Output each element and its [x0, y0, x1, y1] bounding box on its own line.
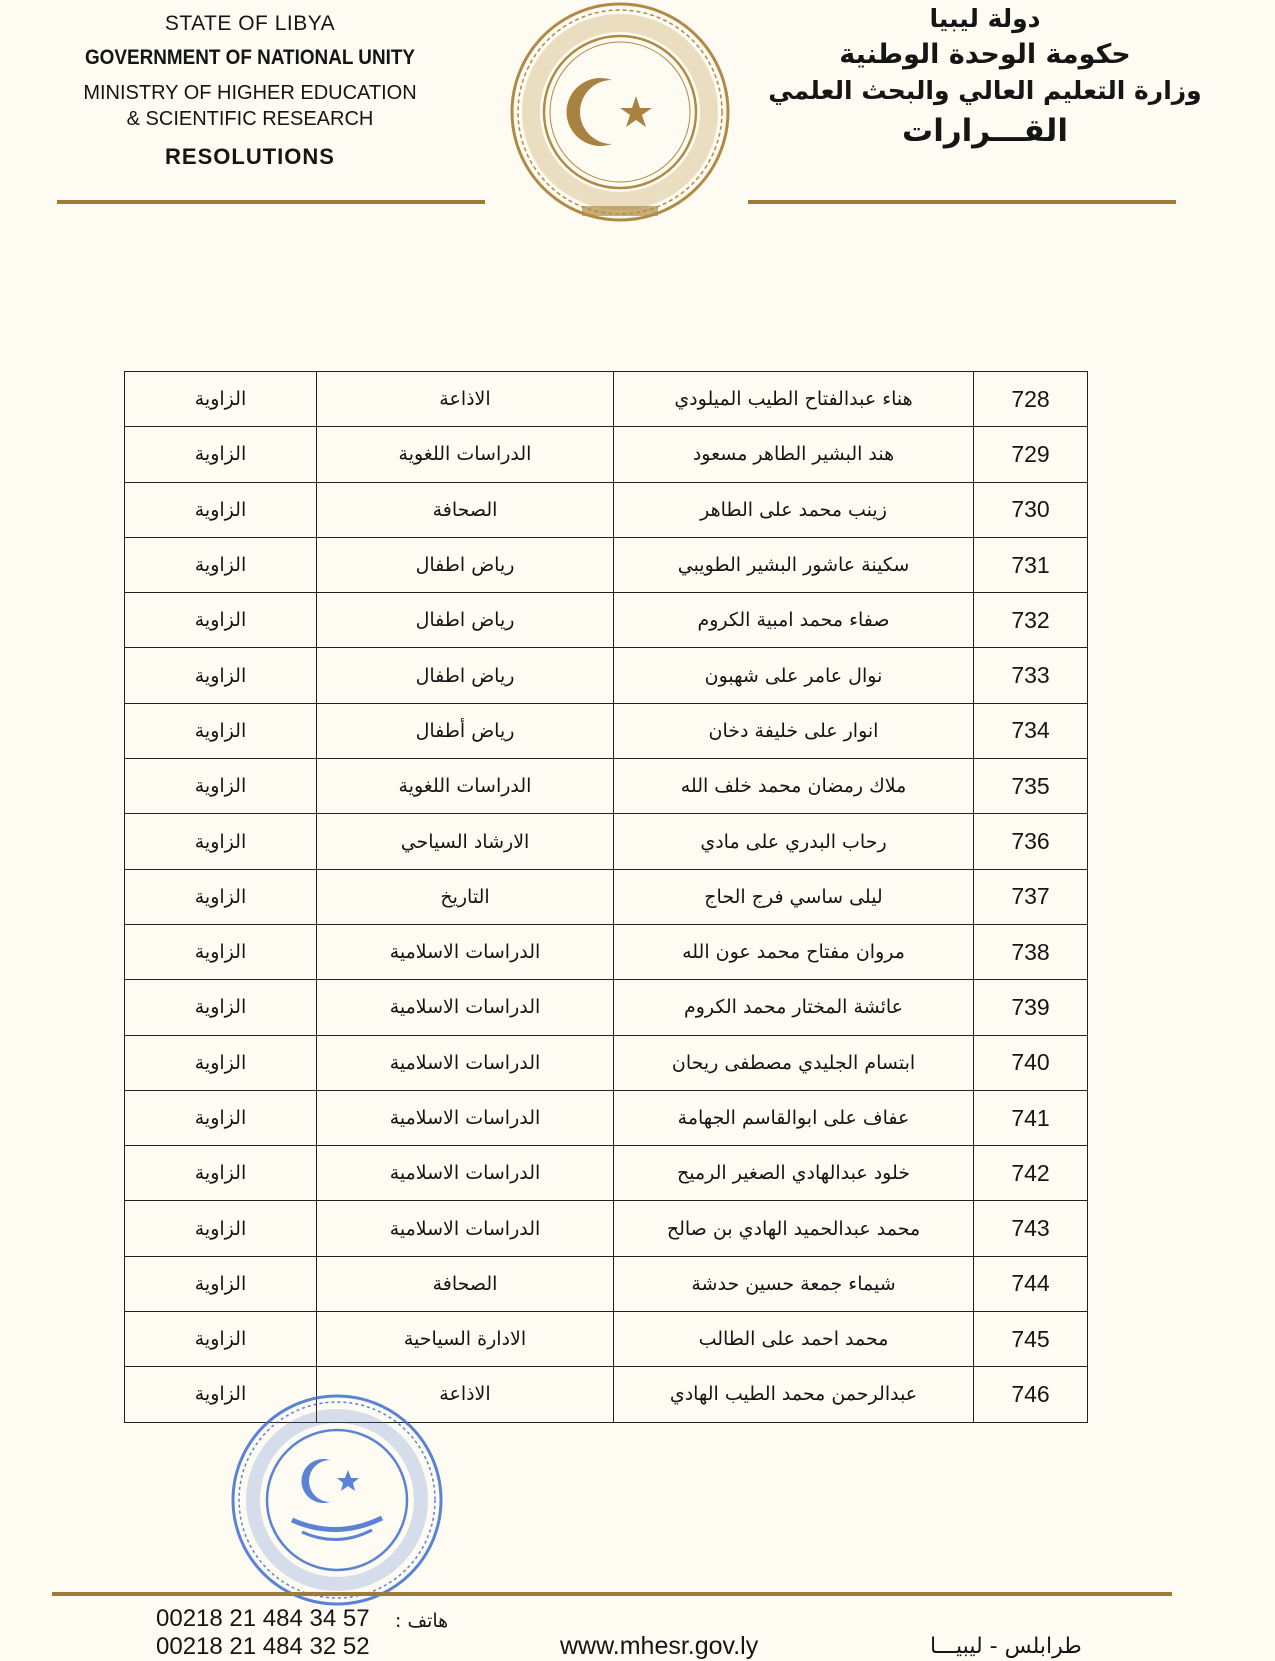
- table-row: [125, 703, 1088, 758]
- city-cell: الزاوية: [125, 869, 317, 924]
- number-cell: 729: [974, 427, 1088, 482]
- footer-phone-2: 00218 21 484 32 52: [156, 1633, 370, 1660]
- name-cell: رحاب البدري على مادي: [614, 814, 974, 869]
- table-row: [125, 1090, 1088, 1145]
- header-english: [40, 10, 460, 170]
- name-cell: عائشة المختار محمد الكروم: [614, 980, 974, 1035]
- table-row: [125, 372, 1088, 427]
- city-cell: الزاوية: [125, 814, 317, 869]
- city-cell: الزاوية: [125, 1367, 317, 1422]
- department-cell: الدراسات الاسلامية: [317, 1035, 614, 1090]
- table-row: [125, 869, 1088, 924]
- department-cell: الدراسات الاسلامية: [317, 1146, 614, 1201]
- department-cell: الدراسات الاسلامية: [317, 1090, 614, 1145]
- number-cell: 730: [974, 482, 1088, 537]
- department-cell: التاريخ: [317, 869, 614, 924]
- table-row: [125, 537, 1088, 592]
- city-cell: الزاوية: [125, 1090, 317, 1145]
- number-cell: 746: [974, 1367, 1088, 1422]
- ministry-emblem-icon: [490, 0, 750, 230]
- department-cell: الادارة السياحية: [317, 1312, 614, 1367]
- department-cell: الصحافة: [317, 482, 614, 537]
- official-stamp-icon: [222, 1390, 452, 1610]
- department-ar: القـــرارات: [902, 113, 1068, 149]
- name-cell: هند البشير الطاهر مسعود: [614, 427, 974, 482]
- name-cell: مروان مفتاح محمد عون الله: [614, 924, 974, 979]
- state-name-ar: دولة ليبيا: [929, 4, 1041, 33]
- department-cell: الدراسات الاسلامية: [317, 1201, 614, 1256]
- table-row: [125, 924, 1088, 979]
- department-cell: الدراسات اللغوية: [317, 427, 614, 482]
- table-row: [125, 1256, 1088, 1311]
- header-rule-right: [748, 200, 1176, 204]
- table-row: [125, 648, 1088, 703]
- number-cell: 742: [974, 1146, 1088, 1201]
- government-name-ar: حكومة الوحدة الوطنية: [839, 39, 1131, 70]
- footer-website[interactable]: www.mhesr.gov.ly: [560, 1632, 759, 1660]
- table-row: [125, 593, 1088, 648]
- footer-rule: [52, 1592, 1172, 1596]
- number-cell: 736: [974, 814, 1088, 869]
- name-cell: ملاك رمضان محمد خلف الله: [614, 759, 974, 814]
- name-cell: انوار على خليفة دخان: [614, 703, 974, 758]
- city-cell: الزاوية: [125, 593, 317, 648]
- number-cell: 745: [974, 1312, 1088, 1367]
- footer-city: طرابلس - ليبيـــا: [930, 1634, 1082, 1659]
- ministry-line1-en: MINISTRY OF HIGHER EDUCATION: [83, 82, 417, 104]
- city-cell: الزاوية: [125, 703, 317, 758]
- footer-phones: [156, 1605, 370, 1661]
- city-cell: الزاوية: [125, 1201, 317, 1256]
- number-cell: 743: [974, 1201, 1088, 1256]
- city-cell: الزاوية: [125, 1146, 317, 1201]
- number-cell: 741: [974, 1090, 1088, 1145]
- number-cell: 738: [974, 924, 1088, 979]
- department-cell: الدراسات الاسلامية: [317, 980, 614, 1035]
- name-cell: عبدالرحمن محمد الطيب الهادي: [614, 1367, 974, 1422]
- name-cell: نوال عامر على شهبون: [614, 648, 974, 703]
- number-cell: 733: [974, 648, 1088, 703]
- department-cell: رياض أطفال: [317, 703, 614, 758]
- department-cell: الارشاد السياحي: [317, 814, 614, 869]
- results-table: [124, 371, 1087, 1423]
- number-cell: 731: [974, 537, 1088, 592]
- government-name-en: GOVERNMENT OF NATIONAL UNITY: [84, 46, 416, 69]
- table-row: [125, 814, 1088, 869]
- table-row: [125, 1312, 1088, 1367]
- city-cell: الزاوية: [125, 482, 317, 537]
- department-cell: رياض اطفال: [317, 648, 614, 703]
- number-cell: 728: [974, 372, 1088, 427]
- name-cell: زينب محمد على الطاهر: [614, 482, 974, 537]
- header-arabic: [760, 4, 1210, 149]
- name-cell: ليلى ساسي فرج الحاج: [614, 869, 974, 924]
- ministry-line2-en: & SCIENTIFIC RESEARCH: [126, 108, 374, 130]
- table-row: [125, 427, 1088, 482]
- footer-phone-1: 00218 21 484 34 57: [156, 1605, 370, 1632]
- table-row: [125, 1201, 1088, 1256]
- city-cell: الزاوية: [125, 924, 317, 979]
- department-cell: رياض اطفال: [317, 593, 614, 648]
- city-cell: الزاوية: [125, 1035, 317, 1090]
- city-cell: الزاوية: [125, 537, 317, 592]
- number-cell: 737: [974, 869, 1088, 924]
- name-cell: سكينة عاشور البشير الطويبي: [614, 537, 974, 592]
- footer-phone-label: هاتف :: [395, 1610, 449, 1632]
- department-cell: الاذاعة: [317, 372, 614, 427]
- city-cell: الزاوية: [125, 427, 317, 482]
- department-cell: الاذاعة: [317, 1367, 614, 1422]
- name-cell: هناء عبدالفتاح الطيب الميلودي: [614, 372, 974, 427]
- name-cell: خلود عبدالهادي الصغير الرميح: [614, 1146, 974, 1201]
- number-cell: 740: [974, 1035, 1088, 1090]
- number-cell: 732: [974, 593, 1088, 648]
- city-cell: الزاوية: [125, 1256, 317, 1311]
- table-row: [125, 1146, 1088, 1201]
- ministry-ar: وزارة التعليم العالي والبحث العلمي: [768, 76, 1202, 105]
- name-cell: محمد احمد على الطالب: [614, 1312, 974, 1367]
- table-row: [125, 482, 1088, 537]
- number-cell: 735: [974, 759, 1088, 814]
- name-cell: شيماء جمعة حسين حدشة: [614, 1256, 974, 1311]
- table-row: [125, 1035, 1088, 1090]
- table-row: [125, 980, 1088, 1035]
- name-cell: محمد عبدالحميد الهادي بن صالح: [614, 1201, 974, 1256]
- number-cell: 734: [974, 703, 1088, 758]
- name-cell: صفاء محمد امبية الكروم: [614, 593, 974, 648]
- city-cell: الزاوية: [125, 1312, 317, 1367]
- department-cell: الدراسات اللغوية: [317, 759, 614, 814]
- department-cell: رياض اطفال: [317, 537, 614, 592]
- table-row: [125, 759, 1088, 814]
- city-cell: الزاوية: [125, 648, 317, 703]
- department-cell: الصحافة: [317, 1256, 614, 1311]
- city-cell: الزاوية: [125, 372, 317, 427]
- state-name-en: STATE OF LIBYA: [164, 12, 336, 35]
- name-cell: عفاف على ابوالقاسم الجهامة: [614, 1090, 974, 1145]
- department-en: RESOLUTIONS: [165, 144, 335, 169]
- number-cell: 739: [974, 980, 1088, 1035]
- department-cell: الدراسات الاسلامية: [317, 924, 614, 979]
- name-cell: ابتسام الجليدي مصطفى ريحان: [614, 1035, 974, 1090]
- number-cell: 744: [974, 1256, 1088, 1311]
- header-rule-left: [57, 200, 485, 204]
- city-cell: الزاوية: [125, 980, 317, 1035]
- city-cell: الزاوية: [125, 759, 317, 814]
